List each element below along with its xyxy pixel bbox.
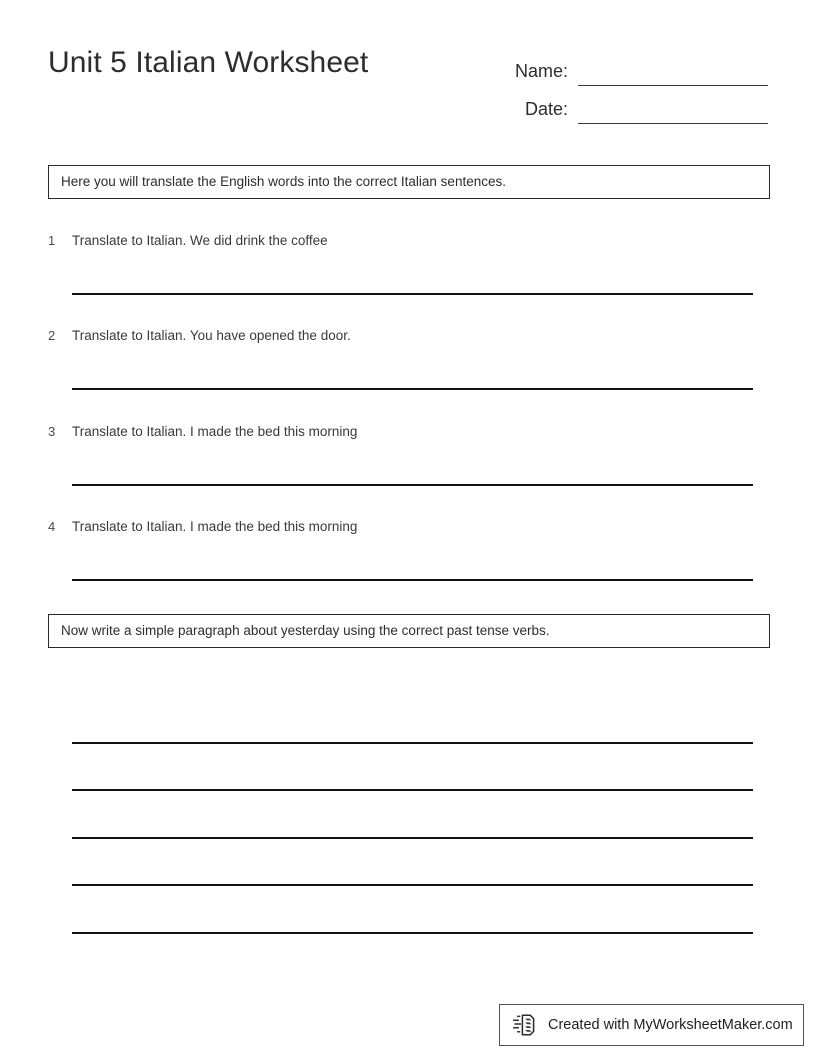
- paragraph-line[interactable]: [72, 789, 753, 791]
- name-field-label: Name:: [514, 61, 568, 81]
- question-item: [48, 232, 768, 250]
- question-text: Translate to Italian. You have opened the door.: [72, 328, 351, 343]
- question-row: [48, 232, 768, 250]
- question-item: [48, 518, 768, 536]
- instruction-text-paragraph: Now write a simple paragraph about yesterday using the correct past tense verbs.: [61, 623, 550, 638]
- paragraph-line[interactable]: [72, 932, 753, 934]
- footer-attribution-badge[interactable]: [499, 1004, 804, 1046]
- instruction-box-translate: [48, 165, 770, 199]
- date-field-label: Date:: [524, 99, 568, 119]
- question-item: [48, 423, 768, 441]
- question-row: [48, 327, 768, 345]
- worksheet-maker-logo-icon: [513, 1013, 539, 1037]
- name-field-input[interactable]: [578, 59, 768, 86]
- answer-line[interactable]: [72, 388, 753, 390]
- question-text: Translate to Italian. We did drink the coffee: [72, 233, 328, 248]
- date-field-input[interactable]: [578, 97, 768, 124]
- worksheet-header: [48, 44, 768, 124]
- question-row: [48, 518, 768, 536]
- answer-line[interactable]: [72, 484, 753, 486]
- footer-attribution-text: Created with MyWorksheetMaker.com: [548, 1017, 793, 1033]
- answer-line[interactable]: [72, 293, 753, 295]
- name-field-row: [498, 48, 768, 86]
- date-field-row: [498, 86, 768, 124]
- paragraph-line[interactable]: [72, 884, 753, 886]
- question-number: 3: [48, 424, 56, 439]
- paragraph-line[interactable]: [72, 742, 753, 744]
- instruction-box-paragraph: [48, 614, 770, 648]
- question-number: 4: [48, 519, 56, 534]
- question-text: Translate to Italian. I made the bed this morning: [72, 519, 358, 534]
- question-text: Translate to Italian. I made the bed this morning: [72, 424, 358, 439]
- name-date-fields: [498, 48, 768, 124]
- page-title: Unit 5 Italian Worksheet: [48, 46, 369, 79]
- question-number: 2: [48, 328, 56, 343]
- question-row: [48, 423, 768, 441]
- question-number: 1: [48, 233, 56, 248]
- paragraph-line[interactable]: [72, 837, 753, 839]
- question-item: [48, 327, 768, 345]
- instruction-text-translate: Here you will translate the English words into the correct Italian sentences.: [61, 174, 506, 189]
- answer-line[interactable]: [72, 579, 753, 581]
